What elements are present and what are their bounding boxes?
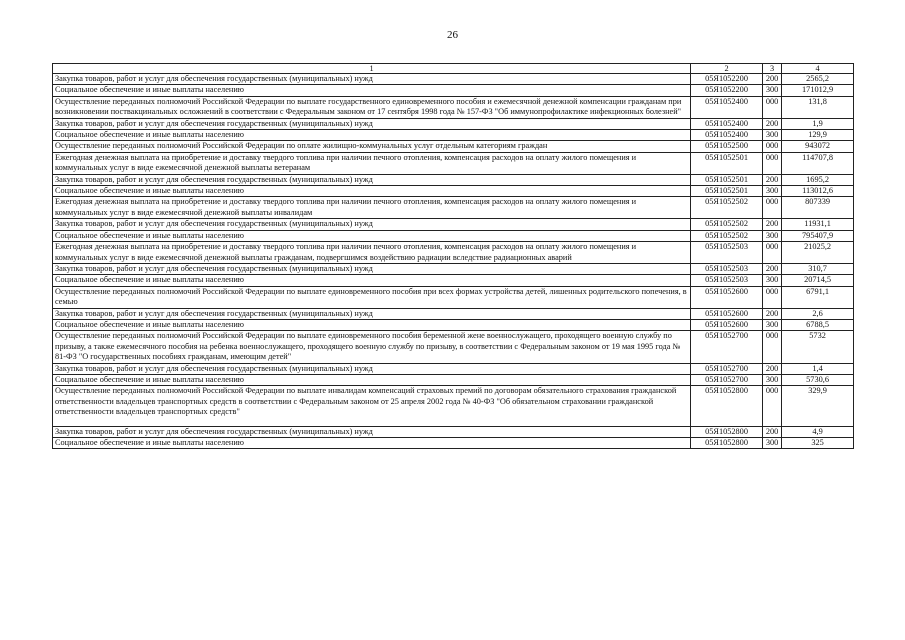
expense-name-cell: Социальное обеспечение и иные выплаты населению: [53, 130, 691, 141]
target-article-cell: 05Я1052500: [691, 141, 763, 152]
column-number-2: 2: [691, 64, 763, 74]
target-article-cell: 05Я1052600: [691, 308, 763, 319]
target-article-cell: 05Я1052400: [691, 130, 763, 141]
expense-name-cell: Закупка товаров, работ и услуг для обеспечения государственных (муниципальных) нужд: [53, 174, 691, 185]
target-article-cell: 05Я1052400: [691, 96, 763, 118]
expense-type-cell: 200: [762, 74, 781, 85]
table-row: [53, 319, 854, 330]
amount-cell: 129,9: [782, 130, 854, 141]
amount-cell: 5730,6: [782, 374, 854, 385]
target-article-cell: 05Я1052501: [691, 186, 763, 197]
amount-cell: 795407,9: [782, 230, 854, 241]
column-number-3: 3: [762, 64, 781, 74]
expense-type-cell: 200: [762, 263, 781, 274]
expense-name-cell: Социальное обеспечение и иные выплаты населению: [53, 438, 691, 449]
target-article-cell: 05Я1052800: [691, 386, 763, 426]
amount-cell: 1,4: [782, 363, 854, 374]
expense-type-cell: 200: [762, 219, 781, 230]
table-row: [53, 186, 854, 197]
expense-type-cell: 000: [762, 152, 781, 174]
amount-cell: 11931,1: [782, 219, 854, 230]
expense-name-cell: Закупка товаров, работ и услуг для обеспечения государственных (муниципальных) нужд: [53, 363, 691, 374]
amount-cell: 325: [782, 438, 854, 449]
expense-name-cell: Осуществление переданных полномочий Российской Федерации по оплате жилищно-коммунальных услуг отдельным категориям граждан: [53, 141, 691, 152]
target-article-cell: 05Я1052503: [691, 242, 763, 264]
table-row: [53, 438, 854, 449]
table-row: [53, 308, 854, 319]
target-article-cell: 05Я1052600: [691, 286, 763, 308]
amount-cell: 21025,2: [782, 242, 854, 264]
expense-name-cell: Социальное обеспечение и иные выплаты населению: [53, 275, 691, 286]
expense-type-cell: 200: [762, 118, 781, 129]
expense-type-cell: 200: [762, 363, 781, 374]
column-number-1: 1: [53, 64, 691, 74]
expense-type-cell: 000: [762, 386, 781, 426]
expense-type-cell: 300: [762, 374, 781, 385]
expense-type-cell: 300: [762, 319, 781, 330]
expense-type-cell: 300: [762, 186, 781, 197]
expense-type-cell: 200: [762, 426, 781, 437]
target-article-cell: 05Я1052502: [691, 219, 763, 230]
table-row: [53, 118, 854, 129]
amount-cell: 1695,2: [782, 174, 854, 185]
page-number: 26: [447, 29, 458, 41]
expense-type-cell: 000: [762, 286, 781, 308]
target-article-cell: 05Я1052503: [691, 263, 763, 274]
table-row: [53, 96, 854, 118]
amount-cell: 943072: [782, 141, 854, 152]
amount-cell: 171012,9: [782, 85, 854, 96]
amount-cell: 131,8: [782, 96, 854, 118]
expense-type-cell: 300: [762, 230, 781, 241]
table-row: [53, 152, 854, 174]
table-row: [53, 386, 854, 426]
target-article-cell: 05Я1052200: [691, 74, 763, 85]
target-article-cell: 05Я1052400: [691, 118, 763, 129]
budget-table: [52, 63, 854, 449]
table-row: [53, 374, 854, 385]
expense-type-cell: 000: [762, 242, 781, 264]
target-article-cell: 05Я1052501: [691, 174, 763, 185]
table-row: [53, 85, 854, 96]
target-article-cell: 05Я1052200: [691, 85, 763, 96]
expense-type-cell: 300: [762, 85, 781, 96]
target-article-cell: 05Я1052501: [691, 152, 763, 174]
target-article-cell: 05Я1052600: [691, 319, 763, 330]
table-row: [53, 230, 854, 241]
expense-name-cell: Осуществление переданных полномочий Российской Федерации по выплате единовременного пособия беременной жене военнослужащего, проходящего военную службу по призыву, а также ежемесячного пособия на ребенка военнослужащего, проходящего военную службу по призыву, в соответствии с Федеральным законом от 19 мая 1995 года № 81-ФЗ "О государственных пособиях гражданам, имеющим детей": [53, 331, 691, 363]
budget-table-body: [53, 64, 854, 449]
amount-cell: 114707,8: [782, 152, 854, 174]
expense-type-cell: 200: [762, 174, 781, 185]
column-number-4: 4: [782, 64, 854, 74]
table-row: [53, 363, 854, 374]
amount-cell: 310,7: [782, 263, 854, 274]
table-row: [53, 74, 854, 85]
expense-type-cell: 300: [762, 275, 781, 286]
expense-name-cell: Социальное обеспечение и иные выплаты населению: [53, 374, 691, 385]
amount-cell: 807339: [782, 197, 854, 219]
expense-name-cell: Закупка товаров, работ и услуг для обеспечения государственных (муниципальных) нужд: [53, 263, 691, 274]
expense-type-cell: 000: [762, 331, 781, 363]
target-article-cell: 05Я1052700: [691, 363, 763, 374]
expense-name-cell: Социальное обеспечение и иные выплаты населению: [53, 85, 691, 96]
table-row: [53, 331, 854, 363]
amount-cell: 329,9: [782, 386, 854, 426]
amount-cell: 1,9: [782, 118, 854, 129]
expense-type-cell: 000: [762, 141, 781, 152]
expense-name-cell: Социальное обеспечение и иные выплаты населению: [53, 319, 691, 330]
amount-cell: 2,6: [782, 308, 854, 319]
expense-name-cell: Закупка товаров, работ и услуг для обеспечения государственных (муниципальных) нужд: [53, 118, 691, 129]
expense-name-cell: Осуществление переданных полномочий Российской Федерации по выплате инвалидам компенсаций страховых премий по договорам обязательного страхования гражданской ответственности владельцев транспортных средств в соответствии с Федеральным законом от 25 апреля 2002 года № 40-ФЗ "Об обязательном страховании гражданской ответственности владельцев транспортных средств": [53, 386, 691, 426]
expense-name-cell: Осуществление переданных полномочий Российской Федерации по выплате государственного единовременного пособия и ежемесячной денежной компенсации гражданам при возникновении поствакцинальных осложнений в соответствии с Федеральным законом от 17 сентября 1998 года № 157-ФЗ "Об иммунопрофилактике инфекционных болезней": [53, 96, 691, 118]
expense-type-cell: 300: [762, 438, 781, 449]
amount-cell: 5732: [782, 331, 854, 363]
table-row: [53, 197, 854, 219]
expense-name-cell: Закупка товаров, работ и услуг для обеспечения государственных (муниципальных) нужд: [53, 219, 691, 230]
table-row: [53, 263, 854, 274]
target-article-cell: 05Я1052700: [691, 331, 763, 363]
amount-cell: 6791,1: [782, 286, 854, 308]
column-number-row: [53, 64, 854, 74]
target-article-cell: 05Я1052503: [691, 275, 763, 286]
table-row: [53, 242, 854, 264]
expense-name-cell: Закупка товаров, работ и услуг для обеспечения государственных (муниципальных) нужд: [53, 308, 691, 319]
expense-name-cell: Ежегодная денежная выплата на приобретение и доставку твердого топлива при наличии печного отопления, компенсация расходов на оплату жилого помещения и коммунальных услуг в виде ежемесячной денежной выплаты инвалидам: [53, 197, 691, 219]
target-article-cell: 05Я1052502: [691, 230, 763, 241]
target-article-cell: 05Я1052800: [691, 438, 763, 449]
table-row: [53, 275, 854, 286]
amount-cell: 4,9: [782, 426, 854, 437]
expense-type-cell: 000: [762, 96, 781, 118]
table-row: [53, 286, 854, 308]
target-article-cell: 05Я1052502: [691, 197, 763, 219]
expense-name-cell: Закупка товаров, работ и услуг для обеспечения государственных (муниципальных) нужд: [53, 74, 691, 85]
target-article-cell: 05Я1052800: [691, 426, 763, 437]
expense-name-cell: Ежегодная денежная выплата на приобретение и доставку твердого топлива при наличии печного отопления, компенсация расходов на оплату жилого помещения и коммунальных услуг в виде ежемесячной денежной выплаты ветеранам: [53, 152, 691, 174]
expense-name-cell: Осуществление переданных полномочий Российской Федерации по выплате единовременного пособия при всех формах устройства детей, лишенных родительского попечения, в семью: [53, 286, 691, 308]
amount-cell: 6788,5: [782, 319, 854, 330]
expense-name-cell: Закупка товаров, работ и услуг для обеспечения государственных (муниципальных) нужд: [53, 426, 691, 437]
amount-cell: 20714,5: [782, 275, 854, 286]
expense-type-cell: 200: [762, 308, 781, 319]
expense-type-cell: 000: [762, 197, 781, 219]
expense-name-cell: Социальное обеспечение и иные выплаты населению: [53, 186, 691, 197]
amount-cell: 113012,6: [782, 186, 854, 197]
table-row: [53, 141, 854, 152]
expense-name-cell: Ежегодная денежная выплата на приобретение и доставку твердого топлива при наличии печного отопления, компенсация расходов на оплату жилого помещения и коммунальных услуг в виде ежемесячной денежной выплаты гражданам, подвергшимся воздействию радиации вследствие радиационных аварий: [53, 242, 691, 264]
amount-cell: 2565,2: [782, 74, 854, 85]
expense-name-cell: Социальное обеспечение и иные выплаты населению: [53, 230, 691, 241]
table-row: [53, 219, 854, 230]
target-article-cell: 05Я1052700: [691, 374, 763, 385]
table-row: [53, 130, 854, 141]
expense-type-cell: 300: [762, 130, 781, 141]
table-row: [53, 426, 854, 437]
table-row: [53, 174, 854, 185]
